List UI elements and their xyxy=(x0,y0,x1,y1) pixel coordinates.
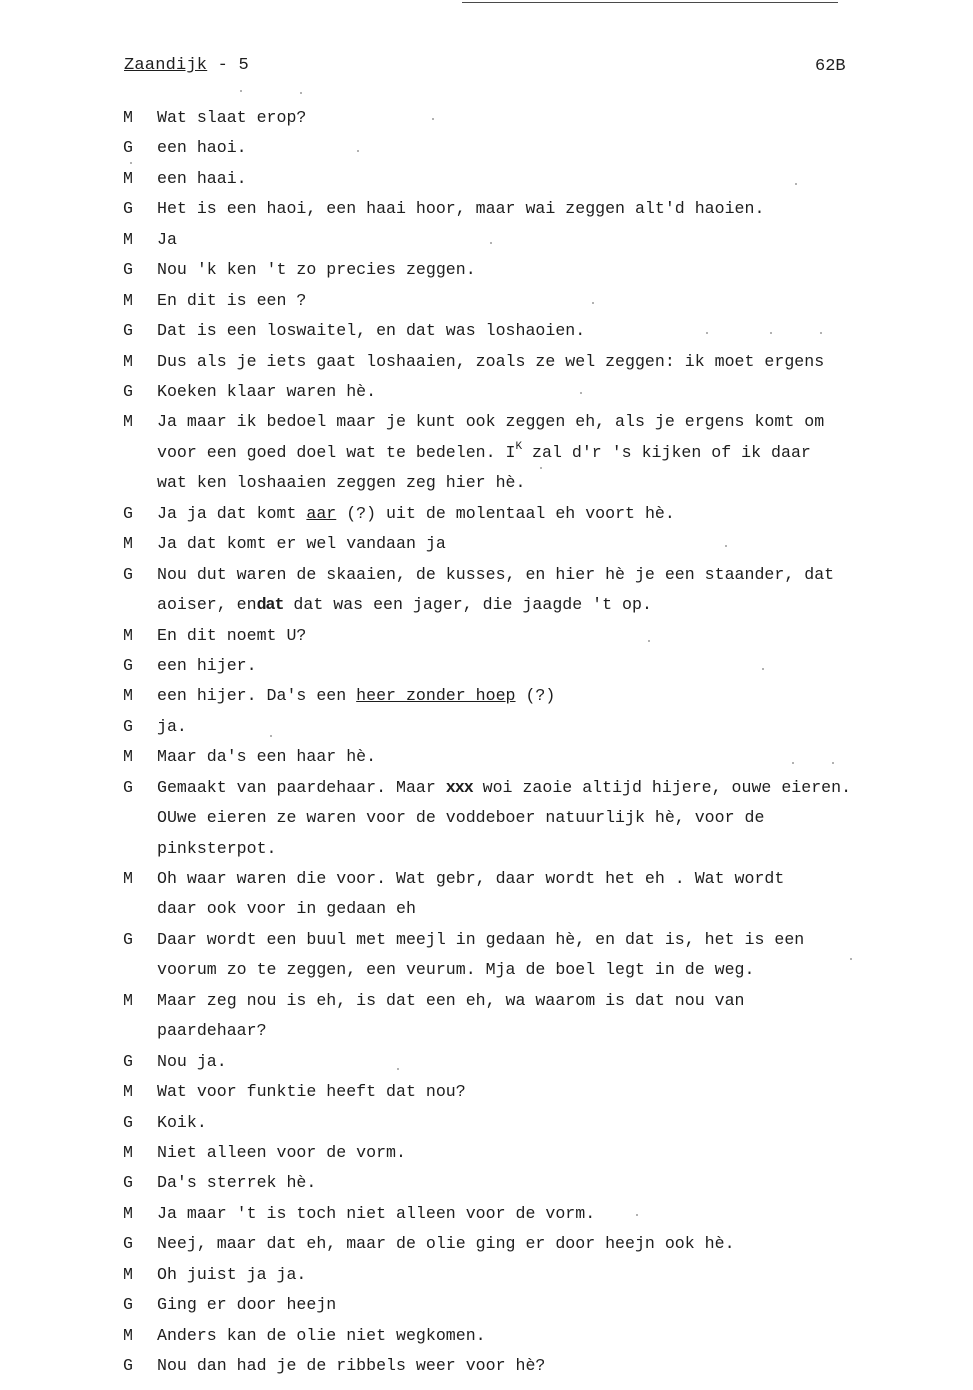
line-text-segment: Ja maar ik bedoel maar je kunt ook zeggen eh, als je ergens komt om xyxy=(157,412,825,432)
transcript-line xyxy=(0,532,973,556)
line-text-segment: Koik. xyxy=(157,1112,207,1132)
line-text xyxy=(157,258,476,282)
line-text-segment: Nou dan had je de ribbels weer voor hè? xyxy=(157,1356,546,1375)
line-text xyxy=(157,1202,595,1226)
superscript-letter: K xyxy=(515,440,523,453)
line-text xyxy=(157,897,416,921)
transcript-line xyxy=(0,441,973,465)
underlined-phrase: aar xyxy=(306,503,337,523)
line-text xyxy=(157,532,446,556)
transcript-line xyxy=(0,197,973,221)
line-text xyxy=(157,1171,316,1195)
line-text xyxy=(157,441,811,467)
line-text xyxy=(157,593,652,617)
speaker-label: M xyxy=(123,534,133,554)
speaker-label: G xyxy=(123,1295,133,1315)
line-text-segment: Nou 'k ken 't zo precies zeggen. xyxy=(157,260,476,280)
speaker-label: M xyxy=(123,1082,133,1102)
underlined-phrase: heer zonder hoep xyxy=(356,686,516,706)
transcript-line xyxy=(0,837,973,861)
speaker-label: M xyxy=(123,412,133,432)
speaker-label: M xyxy=(123,108,133,127)
transcript-line xyxy=(0,1080,973,1104)
line-text xyxy=(157,1080,466,1104)
transcript-line xyxy=(0,563,973,587)
line-text-segment: Ja ja dat komt xyxy=(157,503,307,523)
line-text xyxy=(157,928,804,952)
line-text xyxy=(157,167,247,191)
speaker-label: G xyxy=(123,929,133,949)
speaker-label: M xyxy=(123,747,133,767)
line-text-segment: Da's sterrek hè. xyxy=(157,1173,317,1193)
line-text xyxy=(157,1050,227,1074)
line-text-segment: een haai. xyxy=(157,168,247,188)
speaker-label: G xyxy=(123,1051,133,1071)
line-text-segment: paardehaar? xyxy=(157,1021,267,1041)
line-text-segment: een haoi. xyxy=(157,138,247,158)
speaker-label: G xyxy=(123,1356,133,1375)
speaker-label: G xyxy=(123,138,133,158)
transcript-line xyxy=(0,410,973,434)
line-text-segment: Maar da's een haar hè. xyxy=(157,747,377,767)
line-text-segment: aoiser, en xyxy=(157,595,257,614)
transcript-line xyxy=(0,1050,973,1074)
transcript-line xyxy=(0,228,973,252)
line-text xyxy=(157,228,177,252)
transcript-line xyxy=(0,745,973,769)
transcript-line xyxy=(0,258,973,282)
line-text xyxy=(157,1324,486,1348)
speaker-label: M xyxy=(123,686,133,706)
line-text xyxy=(157,715,187,739)
typed-over-word: xxx xyxy=(445,777,473,797)
speaker-label: M xyxy=(123,290,133,310)
line-text-segment: En dit is een ? xyxy=(157,290,307,310)
transcript-line xyxy=(0,654,973,678)
line-text-segment: Maar zeg nou is eh, is dat een eh, wa waarom is dat nou van xyxy=(157,990,745,1010)
line-text xyxy=(157,563,834,587)
line-text xyxy=(157,1111,207,1135)
speaker-label: G xyxy=(123,564,133,584)
line-text-segment: daar ook voor in gedaan eh xyxy=(157,899,416,919)
line-text xyxy=(157,380,376,404)
document-title: Zaandijk xyxy=(124,56,208,75)
transcript-line xyxy=(0,776,973,800)
speaker-label: G xyxy=(123,716,133,736)
line-text-segment: Wat voor funktie heeft dat nou? xyxy=(157,1082,466,1102)
transcript-line xyxy=(0,624,973,648)
line-text xyxy=(157,1354,545,1378)
line-text-segment: Wat slaat erop? xyxy=(157,108,307,127)
transcript-line xyxy=(0,928,973,952)
line-text-segment: pinksterpot. xyxy=(157,838,277,858)
line-text xyxy=(157,745,376,769)
speaker-label: G xyxy=(123,382,133,401)
line-text-segment: Ging er door heejn xyxy=(157,1295,337,1315)
speaker-label: M xyxy=(123,1203,133,1223)
speaker-label: G xyxy=(123,503,133,523)
line-text-segment: Ja xyxy=(157,229,177,249)
transcript-line xyxy=(0,684,973,708)
line-text-segment: Ja dat komt er wel vandaan ja xyxy=(157,534,446,554)
line-text-segment: een hijer. xyxy=(157,655,257,675)
line-text-segment: Gemaakt van paardehaar. Maar xyxy=(157,777,446,797)
page-number: 62B xyxy=(815,57,846,76)
line-text-segment: woi zaoie altijd hijere, ouwe eieren. xyxy=(472,777,852,797)
speaker-label: M xyxy=(123,869,133,888)
line-text-segment: voor een goed doel wat te bedelen. I xyxy=(157,442,516,462)
line-text xyxy=(157,289,306,313)
line-text-segment: Dus als je iets gaat loshaaien, zoals ze wel zeggen: ik moet ergens xyxy=(157,351,825,371)
line-text-segment: En dit noemt U? xyxy=(157,625,307,645)
transcript-line xyxy=(0,167,973,191)
speaker-label: G xyxy=(123,777,133,797)
line-text-segment: Dat is een loswaitel, en dat was loshaoien. xyxy=(157,321,586,341)
line-text xyxy=(157,684,555,708)
line-text-segment: Het is een haoi, een haai hoor, maar wai zeggen alt'd haoien. xyxy=(157,199,765,219)
line-text-segment: Anders kan de olie niet wegkomen. xyxy=(157,1325,486,1345)
line-text-segment: Daar wordt een buul met meejl in gedaan hè, en dat is, het is een xyxy=(157,929,805,949)
transcript-line xyxy=(0,471,973,495)
speaker-label: M xyxy=(123,990,133,1010)
speaker-label: M xyxy=(123,1143,133,1162)
transcript-line xyxy=(0,989,973,1013)
transcript-line xyxy=(0,593,973,617)
transcript-line xyxy=(0,1232,973,1256)
transcript-line xyxy=(0,1141,973,1165)
line-text-segment: (?) xyxy=(515,686,556,706)
transcript-line xyxy=(0,1019,973,1043)
transcript-line xyxy=(0,1171,973,1195)
transcript-line xyxy=(0,1263,973,1287)
line-text xyxy=(157,197,764,221)
line-text xyxy=(157,1293,336,1317)
speaker-label: M xyxy=(123,1264,133,1284)
line-text xyxy=(157,136,247,160)
speaker-label: G xyxy=(123,1234,133,1254)
line-text xyxy=(157,1141,406,1165)
line-text-segment: voorum zo te zeggen, een veurum. Mja de boel legt in de weg. xyxy=(157,960,755,980)
line-text-segment: zal d'r 's kijken of ik daar xyxy=(522,442,811,462)
line-text xyxy=(157,471,525,495)
line-text-segment: Ja maar 't is toch niet alleen voor de vorm. xyxy=(157,1203,596,1223)
line-text-segment: een hijer. Da's een xyxy=(157,686,357,706)
line-text-segment: Niet alleen voor de vorm. xyxy=(157,1143,406,1162)
line-text xyxy=(157,776,851,800)
transcript-line xyxy=(0,897,973,921)
line-text xyxy=(157,106,306,130)
line-text-segment: Oh waar waren die voor. Wat gebr, daar wordt het eh . Wat wordt xyxy=(157,869,785,888)
transcript-line xyxy=(0,715,973,739)
line-text-segment: (?) uit de molentaal eh voort hè. xyxy=(336,503,675,523)
line-text-segment: dat was een jager, die jaagde 't op. xyxy=(283,595,652,614)
speaker-label: G xyxy=(123,321,133,341)
transcript-line xyxy=(0,1293,973,1317)
transcript-line xyxy=(0,106,973,130)
speaker-label: G xyxy=(123,199,133,219)
line-text-segment: Nou dut waren de skaaien, de kusses, en hier hè je een staander, dat xyxy=(157,564,835,584)
transcript-line xyxy=(0,380,973,404)
transcript-line xyxy=(0,319,973,343)
line-text xyxy=(157,958,754,982)
line-text-segment: OUwe eieren ze waren voor de voddeboer natuurlijk hè, voor de xyxy=(157,808,765,828)
top-rule xyxy=(462,2,838,3)
transcript-line xyxy=(0,958,973,982)
line-text xyxy=(157,806,764,830)
typed-over-word: dat xyxy=(256,595,284,614)
speaker-label: M xyxy=(123,229,133,249)
header-title xyxy=(124,56,249,75)
speaker-label: M xyxy=(123,351,133,371)
speaker-label: G xyxy=(123,1112,133,1132)
line-text xyxy=(157,350,824,374)
speaker-label: M xyxy=(123,1325,133,1345)
transcript-line xyxy=(0,136,973,160)
transcript-line xyxy=(0,289,973,313)
line-text xyxy=(157,1232,735,1256)
header-page-ref: 5 xyxy=(238,56,249,75)
line-text xyxy=(157,410,824,434)
line-text xyxy=(157,502,675,526)
transcript-line xyxy=(0,502,973,526)
line-text xyxy=(157,654,257,678)
speaker-label: G xyxy=(123,655,133,675)
transcript-line xyxy=(0,1202,973,1226)
transcript-line xyxy=(0,350,973,374)
line-text xyxy=(157,1263,306,1287)
speaker-label: G xyxy=(123,1173,133,1193)
line-text-segment: ja. xyxy=(157,716,187,736)
line-text xyxy=(157,1019,267,1043)
line-text-segment: wat ken loshaaien zeggen zeg hier hè. xyxy=(157,473,526,493)
transcript-line xyxy=(0,806,973,830)
line-text xyxy=(157,867,784,891)
line-text xyxy=(157,624,306,648)
line-text xyxy=(157,319,585,343)
header-separator: - xyxy=(217,56,229,75)
speaker-label: M xyxy=(123,168,133,188)
line-text-segment: Koeken klaar waren hè. xyxy=(157,382,377,401)
transcript-line xyxy=(0,1111,973,1135)
transcript-line xyxy=(0,867,973,891)
line-text-segment: Nou ja. xyxy=(157,1051,227,1071)
speaker-label: G xyxy=(123,260,133,280)
transcript-line xyxy=(0,1324,973,1348)
transcript-line xyxy=(0,1354,973,1378)
speaker-label: M xyxy=(123,625,133,645)
line-text xyxy=(157,989,745,1013)
line-text-segment: Oh juist ja ja. xyxy=(157,1264,307,1284)
line-text xyxy=(157,837,277,861)
line-text-segment: Neej, maar dat eh, maar de olie ging er door heejn ook hè. xyxy=(157,1234,735,1254)
